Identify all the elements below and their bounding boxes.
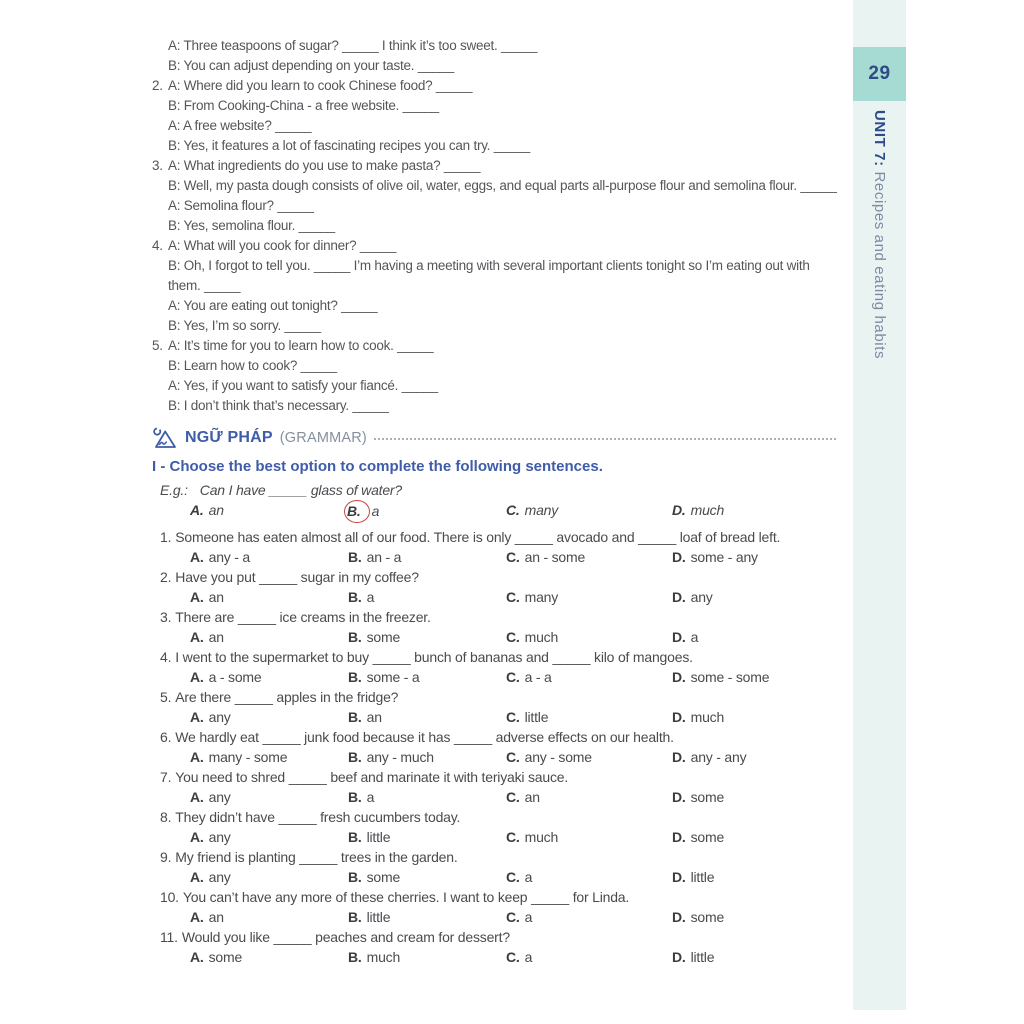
option-value: an	[524, 789, 540, 805]
question-number: 6.	[160, 729, 172, 745]
dialogue-line	[168, 36, 840, 56]
dialogue-line	[168, 216, 840, 236]
question-text-line	[152, 727, 838, 747]
answer-option	[348, 867, 506, 887]
option-value: an	[208, 589, 224, 605]
dialogue-text: Oh, I forgot to tell you. _____ I’m having a meeting with several important clients tonight so I’m eating out with them. _____	[168, 258, 810, 293]
question-item	[152, 607, 838, 647]
answer-option	[672, 627, 838, 647]
dialogue-line	[168, 316, 840, 336]
option-letter: B.	[348, 709, 362, 725]
dialogue-list	[152, 36, 840, 416]
question-options	[190, 947, 838, 967]
option-value: some	[690, 909, 725, 925]
option-value: a	[371, 503, 380, 519]
answer-option	[348, 747, 506, 767]
option-letter: C.	[506, 869, 520, 885]
dialogue-item	[152, 236, 840, 336]
example-text: Can I have _____ glass of water?	[199, 482, 402, 498]
example-sentence	[152, 480, 838, 500]
question-number: 3.	[160, 609, 172, 625]
option-letter: B.	[348, 869, 362, 885]
dialogue-line	[168, 296, 840, 316]
dialogue-line	[168, 256, 840, 296]
option-value: much	[690, 709, 725, 725]
answer-option	[506, 867, 672, 887]
answer-option	[348, 907, 506, 927]
option-value: any - a	[208, 549, 251, 565]
dialogue-line	[168, 376, 840, 396]
question-text-line	[152, 807, 838, 827]
option-value: some	[366, 869, 401, 885]
question-item	[152, 767, 838, 807]
option-value: a	[366, 789, 375, 805]
question-text-line	[152, 847, 838, 867]
question-item	[152, 927, 838, 967]
option-letter: A.	[190, 909, 204, 925]
speaker-label: B:	[168, 58, 184, 73]
question-text: Someone has eaten almost all of our food. There is only _____ avocado and _____ loaf of bread left.	[175, 529, 781, 545]
option-letter: A.	[190, 629, 204, 645]
option-letter: C.	[506, 589, 520, 605]
dialogue-line	[152, 236, 840, 256]
grammar-exercise	[152, 456, 838, 967]
question-options	[190, 707, 838, 727]
option-letter: C.	[506, 629, 520, 645]
option-letter: A.	[190, 789, 204, 805]
speaker-label: A:	[168, 158, 184, 173]
answer-option	[190, 667, 348, 687]
question-item	[152, 527, 838, 567]
question-text: There are _____ ice creams in the freezer.	[175, 609, 431, 625]
option-letter: A.	[190, 549, 204, 565]
option-value: an	[208, 909, 224, 925]
question-item	[152, 567, 838, 607]
dialogue-text: Learn how to cook? _____	[183, 358, 337, 373]
question-list	[152, 527, 838, 967]
question-text-line	[152, 927, 838, 947]
speaker-label: B:	[168, 318, 184, 333]
dialogue-line	[168, 176, 840, 196]
question-text-line	[152, 527, 838, 547]
question-number: 5.	[160, 689, 172, 705]
dialogue-item	[152, 76, 840, 156]
dialogue-line	[168, 356, 840, 376]
question-options	[190, 907, 838, 927]
question-options	[190, 547, 838, 567]
speaker-label: A:	[168, 238, 184, 253]
grammar-section-header	[152, 425, 836, 451]
question-options	[190, 627, 838, 647]
dialogue-item	[152, 156, 840, 236]
answer-option	[672, 827, 838, 847]
speaker-label: A:	[168, 78, 184, 93]
option-value: a	[524, 909, 533, 925]
question-options	[190, 867, 838, 887]
question-options	[190, 747, 838, 767]
question-options	[190, 827, 838, 847]
option-value: an	[208, 629, 224, 645]
dialogue-text: Three teaspoons of sugar? _____ I think it’s too sweet. _____	[183, 38, 538, 53]
answer-option	[672, 867, 838, 887]
option-value: any	[208, 709, 231, 725]
answer-option	[190, 587, 348, 607]
page-number: 29	[868, 63, 891, 84]
dotted-rule	[374, 438, 836, 440]
question-number: 4.	[160, 649, 172, 665]
speaker-label: A:	[168, 338, 184, 353]
question-text: My friend is planting _____ trees in the garden.	[175, 849, 458, 865]
dialogue-text: Yes, semolina flour. _____	[183, 218, 335, 233]
option-value: some - any	[690, 549, 758, 565]
speaker-label: A:	[168, 118, 184, 133]
question-item	[152, 727, 838, 767]
speaker-label: B:	[168, 258, 184, 273]
option-value: a - some	[208, 669, 262, 685]
speaker-label: B:	[168, 98, 184, 113]
option-value: an - some	[524, 549, 586, 565]
answer-option	[190, 547, 348, 567]
option-letter: A.	[190, 502, 204, 518]
option-letter: B.	[347, 503, 361, 519]
speaker-label: B:	[168, 218, 184, 233]
option-value: any	[208, 789, 231, 805]
option-letter: A.	[190, 869, 204, 885]
answer-option	[506, 500, 672, 523]
option-value: any	[208, 829, 231, 845]
answer-option	[190, 947, 348, 967]
dialogue-line	[152, 336, 840, 356]
option-value: any - any	[690, 749, 747, 765]
option-letter: D.	[672, 502, 686, 518]
page-number-badge	[853, 47, 906, 101]
answer-option	[672, 747, 838, 767]
speaker-label: A:	[168, 38, 184, 53]
question-text-line	[152, 567, 838, 587]
option-letter: B.	[348, 589, 362, 605]
speaker-label: B:	[168, 358, 184, 373]
option-letter: B.	[348, 549, 362, 565]
answer-option	[348, 787, 506, 807]
answer-option	[672, 907, 838, 927]
option-letter: D.	[672, 589, 686, 605]
option-letter: C.	[506, 909, 520, 925]
dialogue-line	[152, 76, 840, 96]
option-letter: B.	[348, 749, 362, 765]
question-text: They didn’t have _____ fresh cucumbers today.	[175, 809, 461, 825]
option-value: any	[208, 869, 231, 885]
question-number: 8.	[160, 809, 172, 825]
dialogue-item	[152, 336, 840, 416]
question-text-line	[152, 767, 838, 787]
option-letter: C.	[506, 502, 520, 518]
option-value: little	[366, 829, 391, 845]
item-number: 4.	[152, 238, 163, 253]
option-letter: D.	[672, 669, 686, 685]
answer-option	[506, 707, 672, 727]
answer-option	[190, 907, 348, 927]
option-value: a - a	[524, 669, 552, 685]
option-value: any - some	[524, 749, 592, 765]
option-value: a	[524, 869, 533, 885]
answer-option	[506, 587, 672, 607]
option-letter: C.	[506, 949, 520, 965]
option-letter: D.	[672, 909, 686, 925]
answer-option	[190, 500, 348, 523]
dialogue-line	[168, 196, 840, 216]
option-value: little	[366, 909, 391, 925]
speaker-label: A:	[168, 198, 184, 213]
speaker-label: B:	[168, 138, 184, 153]
unit-title-vertical	[853, 110, 906, 670]
option-letter: D.	[672, 549, 686, 565]
answer-option	[348, 587, 506, 607]
answer-option	[506, 667, 672, 687]
answer-option	[348, 827, 506, 847]
option-letter: D.	[672, 949, 686, 965]
option-letter: A.	[190, 669, 204, 685]
answer-option	[672, 547, 838, 567]
answer-option	[672, 707, 838, 727]
question-options	[190, 587, 838, 607]
option-letter: C.	[506, 549, 520, 565]
option-letter: A.	[190, 749, 204, 765]
grammar-heading: NGỮ PHÁP	[185, 429, 273, 446]
question-text: I went to the supermarket to buy _____ bunch of bananas and _____ kilo of mangoes.	[175, 649, 693, 665]
question-text: We hardly eat _____ junk food because it has _____ adverse effects on our health.	[175, 729, 674, 745]
answer-option	[672, 587, 838, 607]
question-options	[190, 667, 838, 687]
answer-option	[190, 827, 348, 847]
answer-option	[190, 867, 348, 887]
option-value: some	[690, 789, 725, 805]
option-value: a	[690, 629, 699, 645]
dialogue-text: From Cooking-China - a free website. _____	[183, 98, 439, 113]
question-item	[152, 687, 838, 727]
question-number: 1.	[160, 529, 172, 545]
option-letter: A.	[190, 709, 204, 725]
unit-title-bold: UNIT 7:	[871, 110, 888, 167]
option-letter: D.	[672, 789, 686, 805]
answer-option	[190, 707, 348, 727]
option-value: many	[524, 589, 559, 605]
dialogue-text: What will you cook for dinner? _____	[183, 238, 397, 253]
option-value: any - much	[366, 749, 434, 765]
answer-option	[348, 707, 506, 727]
question-item	[152, 887, 838, 927]
dialogue-text: It’s time for you to learn how to cook. _____	[183, 338, 434, 353]
question-text-line	[152, 687, 838, 707]
answer-option	[190, 787, 348, 807]
example-options	[190, 500, 838, 523]
option-letter: D.	[672, 869, 686, 885]
answer-option	[348, 500, 506, 523]
dialogue-text: Yes, I’m so sorry. _____	[183, 318, 321, 333]
option-value: any	[690, 589, 713, 605]
option-value: much	[524, 629, 559, 645]
option-letter: C.	[506, 829, 520, 845]
dialogue-text: What ingredients do you use to make pasta? _____	[183, 158, 481, 173]
option-value: much	[690, 502, 725, 518]
answer-option	[506, 907, 672, 927]
answer-option	[348, 667, 506, 687]
dialogue-text: Well, my pasta dough consists of olive oil, water, eggs, and equal parts all-purpose flour and semolina flour. _____	[183, 178, 837, 193]
dialogue-item	[152, 36, 840, 76]
question-text-line	[152, 607, 838, 627]
option-letter: B.	[348, 829, 362, 845]
option-value: much	[366, 949, 401, 965]
dialogue-line	[152, 156, 840, 176]
answer-option	[348, 547, 506, 567]
option-letter: B.	[348, 789, 362, 805]
option-value: some - some	[690, 669, 770, 685]
option-value: little	[690, 869, 715, 885]
dialogue-text: A free website? _____	[183, 118, 312, 133]
unit-title-rest: Recipes and eating habits	[871, 166, 888, 360]
option-letter: D.	[672, 629, 686, 645]
dialogue-line	[168, 136, 840, 156]
option-letter: D.	[672, 749, 686, 765]
question-text: Are there _____ apples in the fridge?	[175, 689, 399, 705]
option-value: a	[524, 949, 533, 965]
answer-option	[672, 947, 838, 967]
option-value: an	[208, 502, 224, 518]
circled-answer-marker	[344, 500, 370, 523]
answer-option	[506, 627, 672, 647]
question-text-line	[152, 887, 838, 907]
option-letter: C.	[506, 709, 520, 725]
option-letter: B.	[348, 669, 362, 685]
question-text: You can’t have any more of these cherries. I want to keep _____ for Linda.	[182, 889, 630, 905]
question-text-line	[152, 647, 838, 667]
option-letter: A.	[190, 589, 204, 605]
grammar-icon	[152, 427, 178, 449]
option-value: an	[366, 709, 382, 725]
example-label: E.g.:	[160, 482, 188, 498]
option-letter: A.	[190, 829, 204, 845]
answer-option	[190, 627, 348, 647]
dialogue-text: Yes, it features a lot of fascinating recipes you can try. _____	[183, 138, 530, 153]
dialogue-line	[168, 96, 840, 116]
answer-option	[506, 787, 672, 807]
question-number: 11.	[160, 929, 178, 945]
dialogue-text: Yes, if you want to satisfy your fiancé. _____	[183, 378, 438, 393]
answer-option	[506, 827, 672, 847]
option-value: many - some	[208, 749, 288, 765]
answer-option	[672, 787, 838, 807]
option-value: a	[366, 589, 375, 605]
option-value: some	[690, 829, 725, 845]
dialogue-text: Semolina flour? _____	[183, 198, 314, 213]
question-number: 9.	[160, 849, 172, 865]
dialogue-line	[168, 116, 840, 136]
item-number: 2.	[152, 78, 163, 93]
exercise-title: I - Choose the best option to complete the following sentences.	[152, 458, 603, 475]
item-number: 5.	[152, 338, 163, 353]
question-text: Have you put _____ sugar in my coffee?	[175, 569, 419, 585]
option-value: some	[366, 629, 401, 645]
speaker-label: A:	[168, 298, 184, 313]
question-item	[152, 807, 838, 847]
answer-option	[506, 547, 672, 567]
option-letter: C.	[506, 669, 520, 685]
option-letter: C.	[506, 789, 520, 805]
speaker-label: B:	[168, 178, 184, 193]
dialogue-text: You can adjust depending on your taste. _____	[183, 58, 454, 73]
question-number: 2.	[160, 569, 172, 585]
question-text: Would you like _____ peaches and cream for dessert?	[181, 929, 510, 945]
option-letter: B.	[348, 949, 362, 965]
question-item	[152, 647, 838, 687]
answer-option	[348, 627, 506, 647]
dialogue-text: I don’t think that’s necessary. _____	[183, 398, 389, 413]
item-number: 3.	[152, 158, 163, 173]
answer-option	[672, 500, 838, 523]
option-value: little	[524, 709, 549, 725]
speaker-label: B:	[168, 398, 184, 413]
dialogue-line	[168, 396, 840, 416]
option-value: much	[524, 829, 559, 845]
option-value: some - a	[366, 669, 420, 685]
option-letter: B.	[348, 629, 362, 645]
question-text: You need to shred _____ beef and marinate it with teriyaki sauce.	[175, 769, 569, 785]
grammar-heading-suffix: (GRAMMAR)	[279, 430, 367, 446]
option-value: little	[690, 949, 715, 965]
dialogue-line	[168, 56, 840, 76]
speaker-label: A:	[168, 378, 184, 393]
answer-option	[506, 747, 672, 767]
answer-option	[190, 747, 348, 767]
option-letter: D.	[672, 829, 686, 845]
option-letter: D.	[672, 709, 686, 725]
question-options	[190, 787, 838, 807]
answer-option	[348, 947, 506, 967]
dialogue-text: Where did you learn to cook Chinese food? _____	[183, 78, 473, 93]
option-value: an - a	[366, 549, 402, 565]
option-value: many	[524, 502, 559, 518]
question-number: 7.	[160, 769, 172, 785]
question-item	[152, 847, 838, 887]
option-letter: B.	[348, 909, 362, 925]
option-letter: C.	[506, 749, 520, 765]
answer-option	[672, 667, 838, 687]
dialogue-text: You are eating out tonight? _____	[183, 298, 378, 313]
question-number: 10.	[160, 889, 179, 905]
option-value: some	[208, 949, 243, 965]
unit-title-text	[871, 110, 888, 670]
option-letter: A.	[190, 949, 204, 965]
answer-option	[506, 947, 672, 967]
